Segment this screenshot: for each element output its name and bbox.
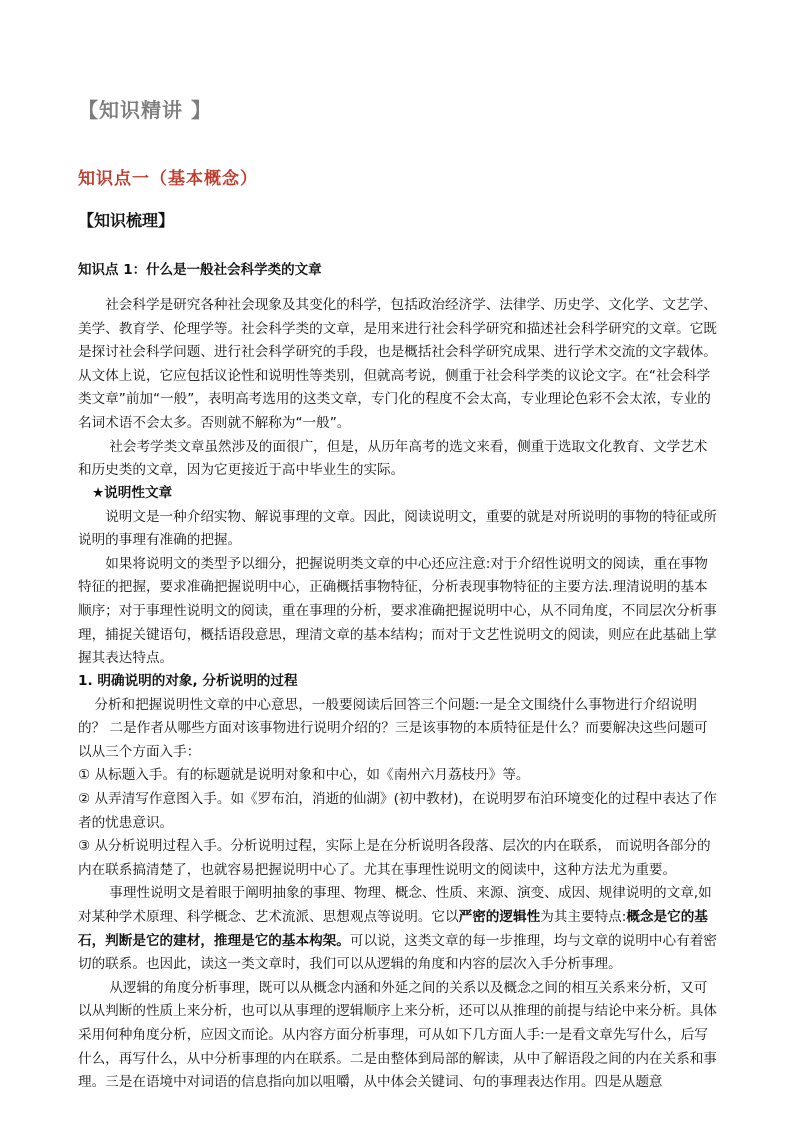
text-run: 事理性说明文是着眼于阐明抽象的事理、物理、概念、性质、来源、演变、成因、规律说明的文章,如对某种学术原理、科学概念、艺术流派、思想观点等说明。它以 [78, 885, 712, 925]
paragraph: 从逻辑的角度分析事理，既可以从概念内涵和外延之间的关系以及概念之间的相互关系来分析，又可以从判断的性质上来分析，也可以从事理的逻辑顺序上来分析，还可以从推理的前提与结论中来分析。具体采用何种角度分析，应因文而论。从内容方面分析事理，可从如下几方面人手:一是看文章先写什么，后写什么，再写什么，从中分析事理的内在联系。二是由整体到局部的解读，从中了解语段之间的内在关系和事理。三是在语境中对词语的信息指向加以咀嚼，从中体会关键词、句的事理表达作用。四是从题意 [78, 979, 717, 1091]
section-title: 【知识精讲 】 [78, 98, 212, 122]
list-item: ③ 从分析说明过程入手。分析说明过程，实际上是在分析说明各段落、层次的内在联系， 而说明各部分的内在联系搞清楚了，也就容易把握说明中心了。尤其在事理性说明文的阅读中，这种方法尤为重要。 [78, 838, 711, 878]
paragraph: 社会考学类文章虽然涉及的面很广，但是，从历年高考的选文来看，侧重于选取文化教育、文学艺术和历史类的文章，因为它更接近于高中毕业生的实际。 [78, 438, 708, 479]
knowledge-point-title: 知识点一（基本概念） [78, 169, 258, 189]
list-item: ① 从标题入手。有的标题就是说明对象和中心，如《南州六月荔枝丹》等。 [78, 767, 530, 784]
section-heading: 1. 明确说明的对象, 分析说明的过程 [78, 673, 298, 689]
text-run: 可以说，这类文章的每一步推理，均与文章的说明中心有着密切的联系。也因此，读这一类文章时，我们可以从逻辑的角度和内容的层次入手分析事理。 [78, 932, 717, 973]
paragraph: 如果将说明文的类型予以细分，把握说明类文章的中心还应注意:对于介绍性说明文的阅读，重在事物特征的把握，要求准确把握说明中心，正确概括事物特征，分析表现事物特征的主要方法.理清说明的基本顺序；对于事理性说明文的阅读，重在事理的分析，要求准确把握说明中心，从不同角度，不同层次分析事理，捕捉关键语句，概括语段意思，理清文章的基本结构；而对于文艺性说明文的阅读，则应在此基础上掌握其表达特点。 [78, 555, 717, 667]
paragraph: 社会科学是研究各种社会现象及其变化的科学，包括政治经济学、法律学、历史学、文化学、文艺学、美学、教育学、伦理学等。社会科学类的文章，是用来进行社会科学研究和描述社会科学研究的文章。它既是探讨社会科学问题、进行社会科学研究的手段，也是概括社会科学研究成果、进行学术交流的文字载体。从文体上说，它应包括议论性和说明性等类别，但就高考说，侧重于社会科学类的议论文字。在“社会科学类文章”前加“一般”，表明高考选用的这类文章，专门化的程度不会太高，专业理论色彩不会太浓，专业的名词术语不会太多。否则就不解称为“一般”。 [78, 297, 717, 431]
section-heading: ★说明性文章 [92, 485, 173, 501]
paragraph: 说明文是一种介绍实物、解说事理的文章。因此，阅读说明文，重要的就是对所说明的事物的特征或所说明的事理有准确的把握。 [78, 508, 717, 549]
knowledge-summary-title: 【知识梳理】 [78, 211, 175, 230]
paragraph: 分析和把握说明性文章的中心意思，一般要阅读后回答三个问题:一是全文围绕什么事物进行介绍说明的？ 二是作者从哪些方面对该事物进行说明介绍的？三是该事物的本质特征是什么？而要解决这些问题可以从三个方面入手： [78, 696, 708, 760]
analysis-section [78, 670, 720, 1095]
emphasis: 严密的逻辑性 [458, 908, 541, 925]
item-title: 知识点 1：什么是一般社会科学类的文章 [78, 262, 322, 278]
expository-section [78, 482, 720, 671]
text-run: 为其主要特点: [540, 908, 627, 925]
list-item: ② 从弄清写作意图入手。如《罗布泊，消逝的仙湖》(初中教材)，在说明罗布泊环境变化的过程中表达了作者的忧患意识。 [78, 790, 717, 831]
emphasis: 概念是它的基石，判断是它的建材，推理是它的基本构架。 [78, 908, 708, 949]
paragraph [78, 882, 720, 976]
intro-section [78, 294, 720, 483]
